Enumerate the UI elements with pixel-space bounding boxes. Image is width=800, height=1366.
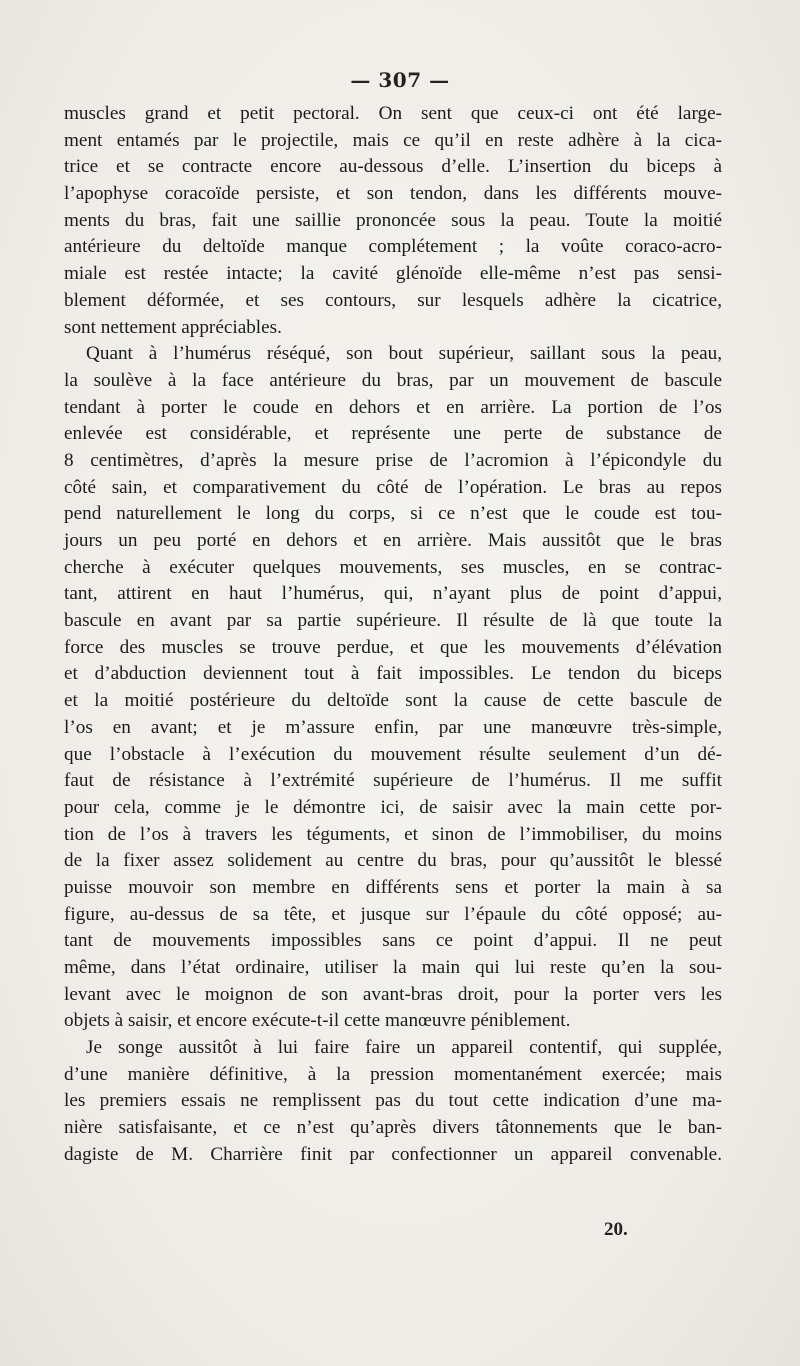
text-line: d’une manière définitive, à la pression momentanément exercée; mais: [64, 1063, 722, 1085]
text-line: enlevée est considérable, et représente une perte de substance de: [64, 423, 722, 445]
text-line: miale est restée intacte; la cavité glénoïde elle-même n’est pas sensi-: [64, 263, 722, 285]
text-line: objets à saisir, et encore exécute-t-il cette manœuvre péniblement.: [64, 1010, 571, 1032]
text-line: tion de l’os à travers les téguments, et sinon de l’immobiliser, du moins: [64, 823, 722, 845]
page-number-header: — 307 —: [350, 68, 450, 92]
text-line: l’os en avant; et je m’assure enfin, par une manœuvre très-simple,: [64, 716, 722, 738]
text-line: jours un peu porté en dehors et en arrière. Mais aussitôt que le bras: [64, 530, 722, 551]
text-line: antérieure du deltoïde manque complétement ; la voûte coraco-acro-: [64, 236, 722, 258]
text-line: ments du bras, fait une saillie prononcée sous la peau. Toute la moitié: [64, 209, 722, 231]
text-line: et la moitié postérieure du deltoïde sont la cause de cette bascule de: [64, 690, 722, 712]
text-line: la soulève à la face antérieure du bras, par un mouvement de bascule: [64, 369, 722, 391]
text-line: dagiste de M. Charrière finit par confectionner un appareil convenable.: [64, 1143, 722, 1165]
text-line: côté sain, et comparativement du côté de l’opération. Le bras au repos: [64, 476, 722, 498]
text-line: ment entamés par le projectile, mais ce qu’il en reste adhère à la cica-: [64, 129, 722, 151]
text-line: muscles grand et petit pectoral. On sent que ceux-ci ont été large-: [64, 103, 722, 124]
body-text: [64, 101, 722, 1169]
text-line: l’apophyse coracoïde persiste, et son tendon, dans les différents mouve-: [64, 183, 722, 205]
text-line: et d’abduction deviennent tout à fait impossibles. Le tendon du biceps: [64, 663, 722, 685]
text-line: Je songe aussitôt à lui faire faire un appareil contentif, qui supplée,: [86, 1037, 722, 1059]
text-line: 8 centimètres, d’après la mesure prise de l’acromion à l’épicondyle du: [64, 449, 722, 471]
text-line: blement déformée, et ses contours, sur lesquels adhère la cicatrice,: [64, 289, 722, 311]
text-line: pour cela, comme je le démontre ici, de saisir avec la main cette por-: [64, 796, 722, 818]
signature-mark: 20.: [604, 1219, 628, 1240]
text-line: même, dans l’état ordinaire, utiliser la main qui lui reste qu’en la sou-: [64, 957, 722, 978]
text-line: nière satisfaisante, et ce n’est qu’après divers tâtonnements que le ban-: [64, 1117, 722, 1139]
text-line: cherche à exécuter quelques mouvements, ses muscles, en se contrac-: [64, 556, 722, 578]
text-line: tant, attirent en haut l’humérus, qui, n’ayant plus de point d’appui,: [64, 583, 722, 605]
text-line: trice et se contracte encore au-dessous d’elle. L’insertion du biceps à: [64, 156, 722, 178]
text-line: faut de résistance à l’extrémité supérieure de l’humérus. Il me suffit: [64, 770, 722, 792]
text-line: force des muscles se trouve perdue, et que les mouvements d’élévation: [64, 636, 722, 658]
text-line: les premiers essais ne remplissent pas du tout cette indication d’une ma-: [64, 1090, 722, 1112]
text-line: sont nettement appréciables.: [64, 316, 282, 338]
text-line: puisse mouvoir son membre en différents sens et porter la main à sa: [64, 876, 722, 898]
text-line: de la fixer assez solidement au centre du bras, pour qu’aussitôt le blessé: [64, 850, 722, 872]
text-line: que l’obstacle à l’exécution du mouvement résulte seulement d’un dé-: [64, 743, 722, 765]
text-line: figure, au-dessus de sa tête, et jusque sur l’épaule du côté opposé; au-: [64, 903, 722, 925]
text-line: pend naturellement le long du corps, si ce n’est que le coude est tou-: [64, 503, 722, 525]
text-line: tendant à porter le coude en dehors et en arrière. La portion de l’os: [64, 396, 722, 418]
text-line: levant avec le moignon de son avant-bras droit, pour la porter vers les: [64, 983, 722, 1005]
text-line: bascule en avant par sa partie supérieure. Il résulte de là que toute la: [64, 610, 722, 632]
text-line: Quant à l’humérus réséqué, son bout supérieur, saillant sous la peau,: [86, 343, 722, 365]
text-line: tant de mouvements impossibles sans ce point d’appui. Il ne peut: [64, 930, 722, 952]
